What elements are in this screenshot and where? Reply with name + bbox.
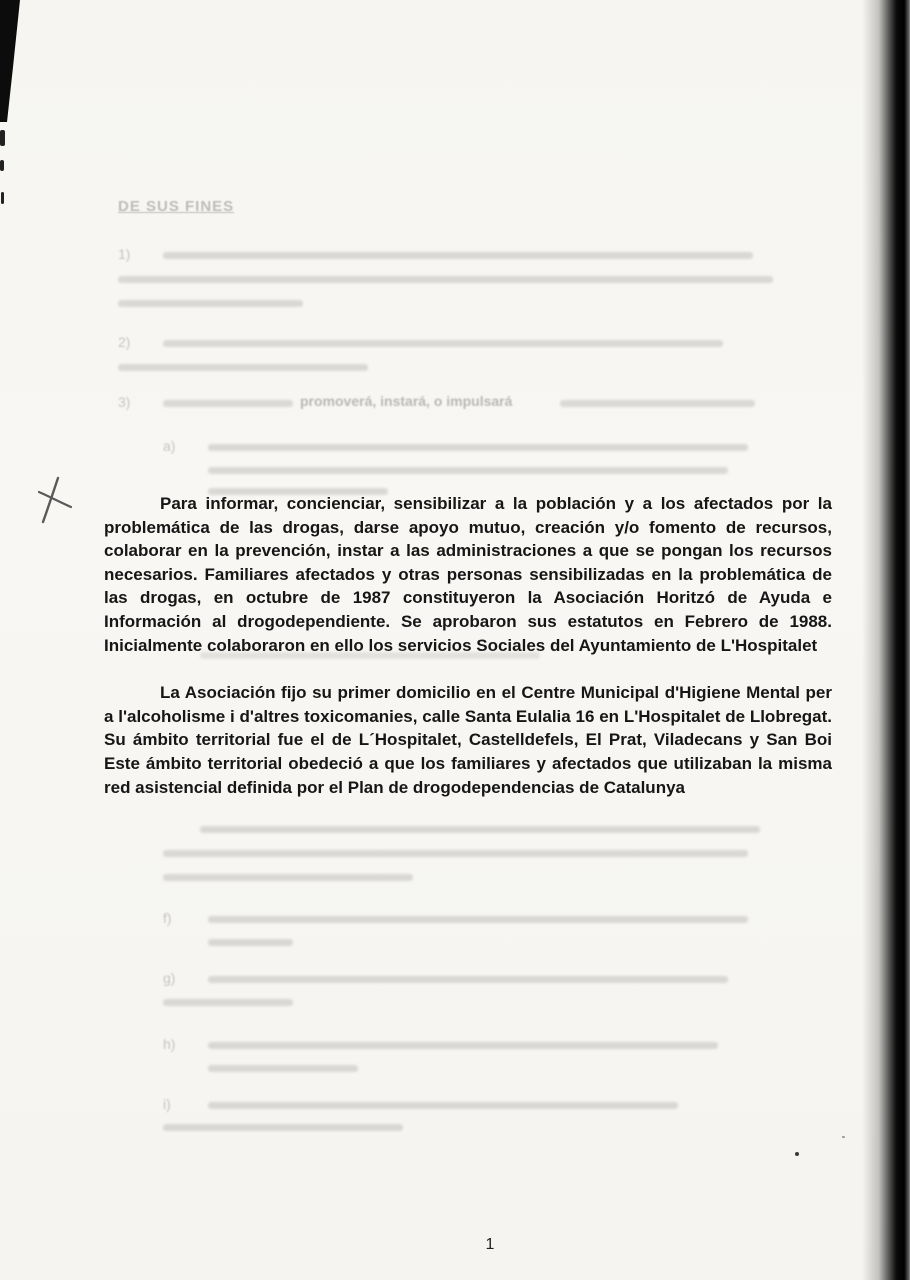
scan-speck — [842, 1136, 845, 1138]
document-body — [104, 492, 832, 823]
ghost-heading: DE SUS FINES — [118, 198, 235, 215]
handwritten-x-mark — [34, 476, 78, 524]
ghost-line — [208, 467, 728, 474]
ghost-line — [208, 1102, 678, 1109]
ghost-item-label: g) — [163, 970, 176, 986]
ghost-item-label: f) — [163, 910, 172, 926]
ghost-line — [208, 976, 728, 983]
ghost-line — [163, 999, 293, 1006]
ghost-line — [208, 916, 748, 923]
page-number: 1 — [485, 1236, 495, 1253]
ghost-line — [163, 400, 293, 407]
scan-artifact-dash — [0, 130, 5, 146]
ghost-item-label: 2) — [118, 334, 131, 350]
scan-artifact-dash — [0, 160, 4, 171]
ghost-item-label: 3) — [118, 394, 131, 410]
ghost-line — [208, 1065, 358, 1072]
ghost-line — [118, 364, 368, 371]
ghost-line — [208, 1042, 718, 1049]
scan-shadow-right-edge — [862, 0, 910, 1280]
ghost-line — [560, 400, 755, 407]
ghost-line — [163, 1124, 403, 1131]
ghost-line — [118, 276, 773, 283]
paragraph-1: Para informar, concienciar, sensibilizar a la población y a los afectados por la problemática de las drogas, darse apoyo mutuo, creación y/o fomento de recursos, colaborar en la prevención, instar a las administraciones a que se pongan los recursos necesarios. Familiares afectados y otras personas sensibilizadas en la problemática de las drogas, en octubre de 1987 constituyeron la Asociación Horitzó de Ayuda e Información al drogodependiente. Se aprobaron sus estatutos en Febrero de 1988. Inicialmente colaboraron en ello los servicios Sociales del Ayuntamiento de L'Hospitalet — [104, 494, 832, 655]
ghost-item-label: h) — [163, 1036, 176, 1052]
scan-speck — [795, 1152, 799, 1156]
ghost-item-label: 1) — [118, 246, 131, 262]
scan-artifact-top-left — [0, 0, 24, 122]
ghost-item-label: i) — [163, 1096, 171, 1112]
ghost-line — [208, 939, 293, 946]
ghost-line — [163, 850, 748, 857]
ghost-line — [118, 300, 303, 307]
ghost-line — [208, 444, 748, 451]
scan-artifact-dash — [1, 192, 4, 204]
ghost-fragment: promoverá, instará, o impulsará — [300, 393, 513, 409]
ghost-item-label: a) — [163, 438, 176, 454]
ghost-line — [163, 252, 753, 259]
ghost-line — [163, 874, 413, 881]
ghost-line — [163, 340, 723, 347]
ghost-line — [200, 826, 760, 833]
paragraph-2: La Asociación fijo su primer domicilio en el Centre Municipal d'Higiene Mental per a l'alcoholisme i d'altres toxicomanies, calle Santa Eulalia 16 en L'Hospitalet de Llobregat. Su ámbito territorial fue el de L´Hospitalet, Castelldefels, El Prat, Viladecans y San Boi Este ámbito territorial obedeció a que los familiares y afectados que utilizaban la misma red asistencial definida por el Plan de drogodependencias de Catalunya — [104, 683, 832, 797]
